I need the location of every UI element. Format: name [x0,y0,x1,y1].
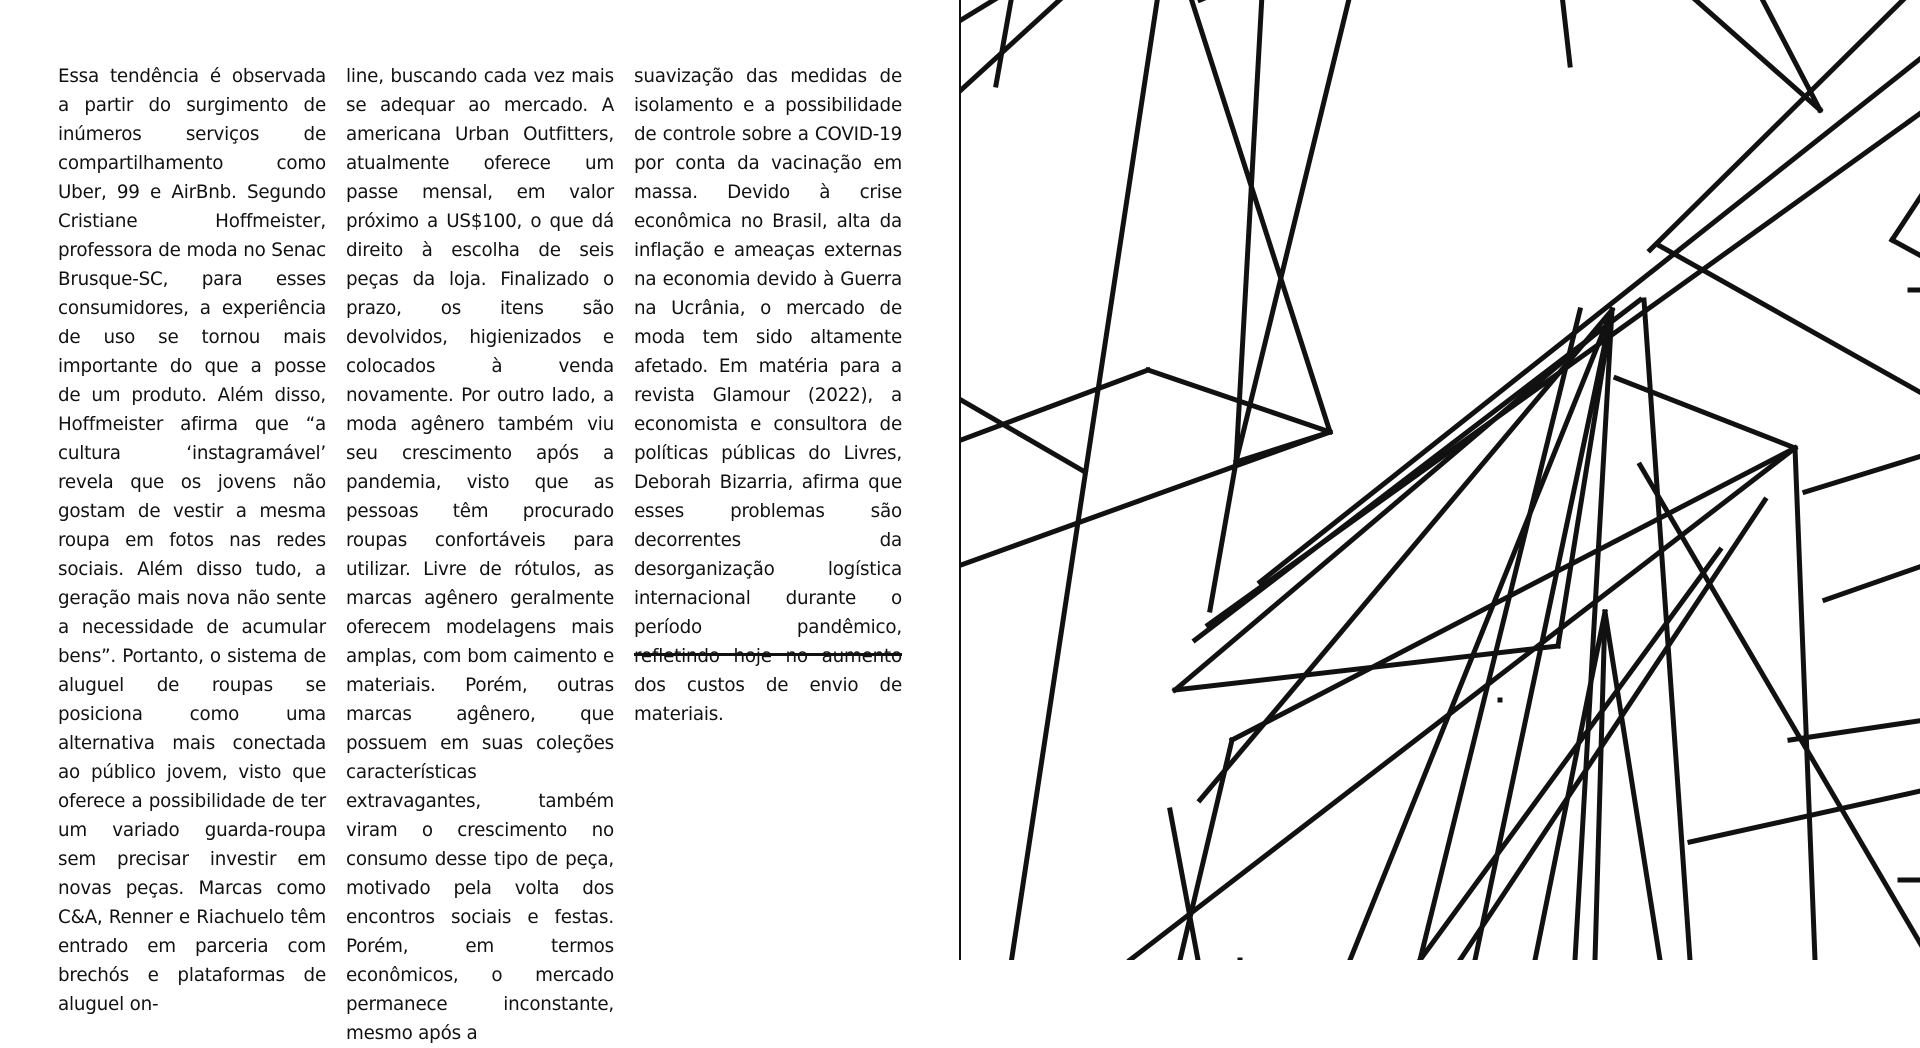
article-end-rule [634,653,902,656]
geometric-line-art-icon [961,0,1920,960]
column-1-text: Essa tendência é observada a partir do surgimento de inúmeros serviços de compartilhamento como Uber, 99 e AirBnb. Segundo Cristiane Hoffmeister, professora de moda no Senac Brusque-SC, para esses consumidores, a experiência de uso se tornou mais importante do que a posse de um produto. Além disso, Hoffmeister afirma que “a cultura ‘instagramável’ revela que os jovens não gostam de vestir a mesma roupa em fotos nas redes sociais. Além disso tudo, a geração mais nova não sente a necessidade de acumular bens”. Portanto, o sistema de aluguel de roupas se posiciona como uma alternativa mais conectada ao público jovem, visto que oferece a possibilidade de ter um variado guarda-roupa sem precisar investir em novas peças. Marcas como C&A, Renner e Riachuelo têm entrado em parceria com brechós e plataformas de aluguel on- [58,66,326,1015]
left-page [0,0,959,1044]
column-3-text: suavização das medidas de isolamento e a possibilidade de controle sobre a COVID-19 por conta da vacinação em massa. Devido à crise econômica no Brasil, alta da inflação e ameaças externas na economia devido à Guerra na Ucrânia, o mercado de moda tem sido altamente afetado. Em matéria para a revista Glamour (2022), a economista e consultora de políticas públicas do Livres, Deborah Bizarria, afirma que esses problemas são decorrentes da desorganização logística internacional durante o período pandêmico, refletindo hoje no aumento dos custos de envio de materiais. [634,66,902,725]
column-2-text: line, buscando cada vez mais se adequar ao mercado. A americana Urban Outfitters, atualmente oferece um passe mensal, em valor próximo a US$100, o que dá direito à escolha de seis peças da loja. Finalizado o prazo, os itens são devolvidos, higienizados e colocados à venda novamente. Por outro lado, a moda agênero também viu seu crescimento após a pandemia, visto que as pessoas têm procurado roupas confortáveis para utilizar. Livre de rótulos, as marcas agênero geralmente oferecem modelagens mais amplas, com bom caimento e materiais. Porém, outras marcas agênero, que possuem em suas coleções características extravagantes, também viram o crescimento no consumo desse tipo de peça, motivado pela volta dos encontros sociais e festas. Porém, em termos econômicos, o mercado permanece inconstante, mesmo após a [346,66,614,1044]
right-page-artwork [961,0,1920,960]
text-column-1 [58,62,326,1019]
text-column-3 [634,62,902,729]
text-column-2 [346,62,614,1048]
